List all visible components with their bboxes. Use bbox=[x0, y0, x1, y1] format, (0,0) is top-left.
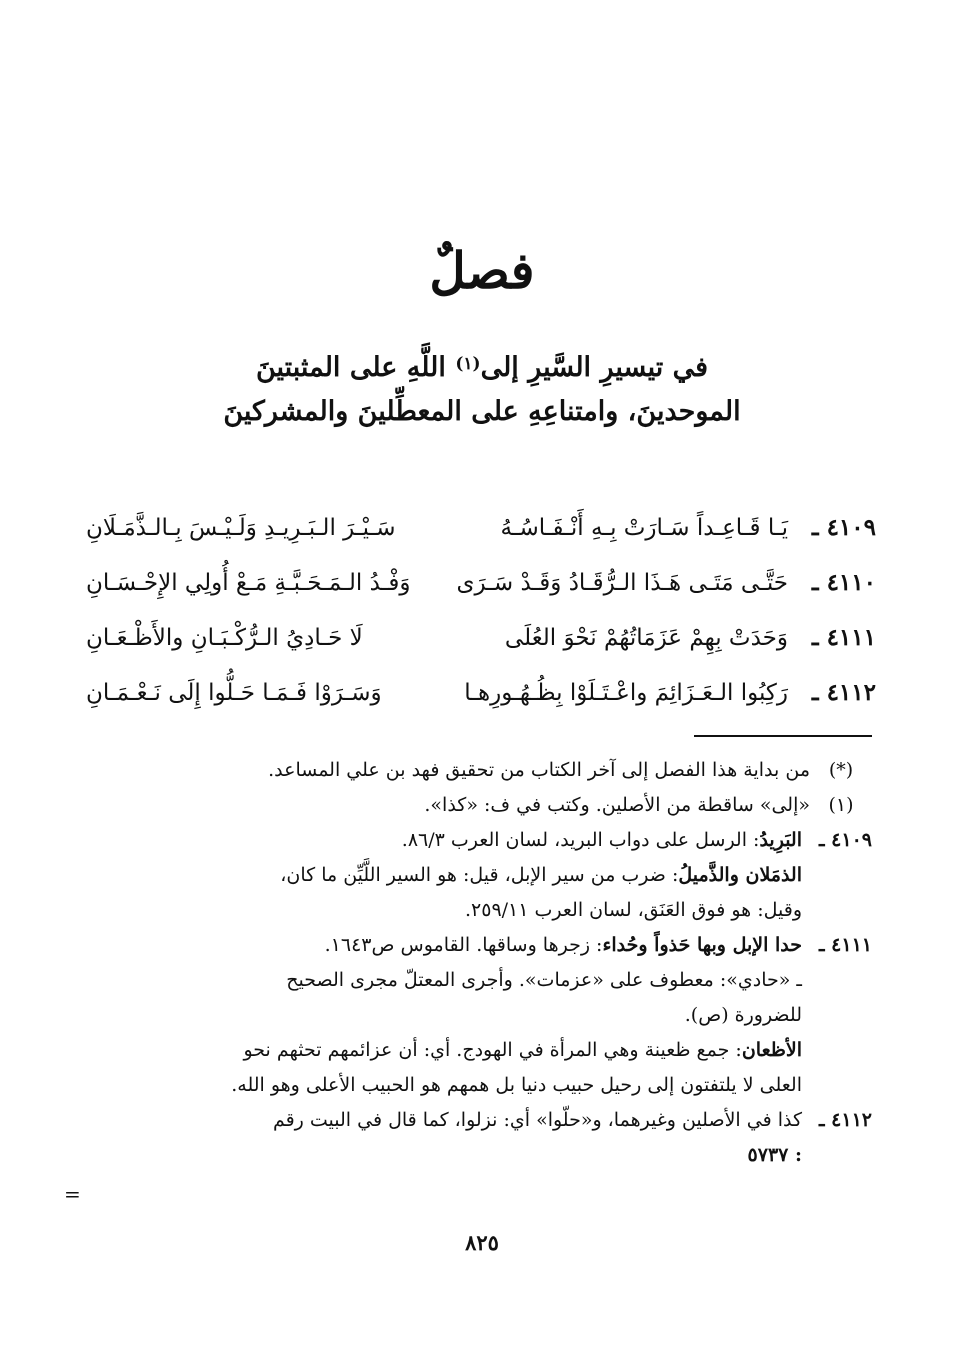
footnote-text: من بداية هذا الفصل إلى آخر الكتاب من تحقيق فهد بن علي المساعد. bbox=[268, 759, 810, 781]
footnote-label: (١) bbox=[828, 794, 854, 816]
verse-second-hemistich: وَسَـرَوْا فَـمَـا حَـلُّوا إِلَى نَـعْـمَـانِ bbox=[86, 679, 382, 706]
commentary-line: للضرورة (ص). bbox=[684, 1004, 802, 1026]
verse-first-hemistich: وَحَدَتْ بِهِمْ عَزَمَاتُهُمْ نَحْوَ العُلَى bbox=[504, 624, 788, 651]
verse-second-hemistich: لَا حَـادِيُ الـرُّكْـبَـانِ والأَظْـعَـانِ bbox=[86, 624, 363, 651]
commentary-line bbox=[82, 823, 802, 858]
commentary-line bbox=[82, 1033, 802, 1068]
commentary-4109 bbox=[82, 823, 872, 928]
footnote-star bbox=[82, 753, 872, 788]
footnote-label: (*) bbox=[828, 759, 854, 781]
glossed-term: الذمَلان والذَّميلُ bbox=[678, 864, 802, 886]
verse-number: ٤١٠٩ ـ bbox=[811, 513, 876, 541]
poem-verses bbox=[86, 500, 876, 720]
verse-number: ٤١١٢ ـ bbox=[811, 678, 876, 706]
commentary-label: ٤١١٢ ـ bbox=[818, 1109, 872, 1131]
page-number: ٨٢٥ bbox=[465, 1230, 499, 1255]
commentary-label: ٤١١١ ـ bbox=[818, 934, 872, 956]
commentary-line: وقيل: هو فوق العَنَق، لسان العرب ٢٥٩/١١. bbox=[464, 899, 802, 921]
glossed-term: الأظعان bbox=[741, 1039, 802, 1061]
commentary-label: ٤١٠٩ ـ bbox=[818, 829, 872, 851]
commentary-4111 bbox=[82, 928, 872, 1103]
verse-row bbox=[86, 665, 876, 720]
heading-line-2: الموحدينَ، وامتناعِهِ على المعطِّلينَ والمشركينَ bbox=[223, 396, 741, 427]
verse-second-hemistich: وَفْـدُ الـمَـحَـبَّـةِ مَـعْ أُولِي الإِحْـسَـانِ bbox=[86, 569, 411, 596]
verse-second-hemistich: سَـيْـرَ الـبَـرِيـدِ وَلَـيْـسَ بِـالـذَّمَـلَانِ bbox=[86, 514, 396, 541]
verse-number: ٤١١٠ ـ bbox=[811, 568, 876, 596]
verse-row bbox=[86, 555, 876, 610]
gloss-text: : ضرب من سير الإبل، قيل: هو السير اللَّيِّن ما كان، bbox=[280, 864, 679, 886]
gloss-text: : الرسل على دواب البريد، لسان العرب ٨٦/٣. bbox=[401, 829, 760, 851]
verse-row bbox=[86, 610, 876, 665]
glossed-term: البَرِيدُ bbox=[759, 829, 802, 851]
commentary-body bbox=[82, 928, 802, 1103]
verse-first-hemistich: حَتَّـى مَتَـى هَـذَا الـرُّقَـادُ وَقَـدْ سَـرَى bbox=[456, 569, 788, 596]
footnote-divider bbox=[694, 735, 872, 737]
commentary-body bbox=[82, 1103, 802, 1173]
commentary-line: ـ «حادي»: معطوف على «عزمات». وأجرى المعتلّ مجرى الصحيح bbox=[286, 969, 802, 991]
footnote-text: «إلى» ساقطة من الأصلين. وكتب في ف: «كذا». bbox=[424, 794, 810, 816]
chapter-heading bbox=[60, 346, 904, 434]
gloss-text: : زجرها وساقها. القاموس ص١٦٤٣. bbox=[324, 934, 603, 956]
verse-first-hemistich: رَكِبُوا الـعَـزَائِمَ واعْـتَـلَوْا بِظُـهُـورِهـا bbox=[464, 679, 788, 706]
footnotes-section bbox=[82, 753, 872, 1173]
commentary-line bbox=[82, 928, 802, 963]
heading-text-b: اللَّهِ على المثبتينَ bbox=[255, 352, 456, 383]
commentary-line: كذا في الأصلين وغيرهما، و«حلّوا» أي: نزلوا، كما قال في البيت رقم bbox=[272, 1109, 802, 1131]
heading-line-1 bbox=[60, 346, 904, 390]
commentary-line: العلى لا يلتفتون إلى رحيل حبيب دنيا بل همهم هو الحبيب الأعلى وهو الله. bbox=[231, 1074, 802, 1096]
verse-row bbox=[86, 500, 876, 555]
glossed-term: حدا الإبل وبها حَذواً وحُداء bbox=[602, 934, 802, 956]
commentary-line bbox=[82, 858, 802, 893]
verse-first-hemistich: يَـا قَـاعِـداً سَـارَتْ بِـهِ أَنْـفَـاسُـهُ bbox=[500, 514, 788, 541]
continuation-mark: = bbox=[64, 1182, 81, 1206]
heading-text-a: في تيسيرِ السَّيرِ إلى bbox=[480, 352, 709, 383]
commentary-body bbox=[82, 823, 802, 928]
verse-number: ٤١١١ ـ bbox=[811, 623, 876, 651]
commentary-4112 bbox=[82, 1103, 872, 1173]
footnote-ref-1: (١) bbox=[455, 354, 481, 374]
footnote-one bbox=[82, 788, 872, 823]
commentary-line: : ٥٧٣٧ bbox=[747, 1144, 802, 1166]
chapter-title: فصلٌ bbox=[429, 241, 535, 300]
gloss-text: : جمع ظعينة وهي المرأة في الهودج. أي: أن عزائمهم تحثهم نحو bbox=[243, 1039, 742, 1061]
